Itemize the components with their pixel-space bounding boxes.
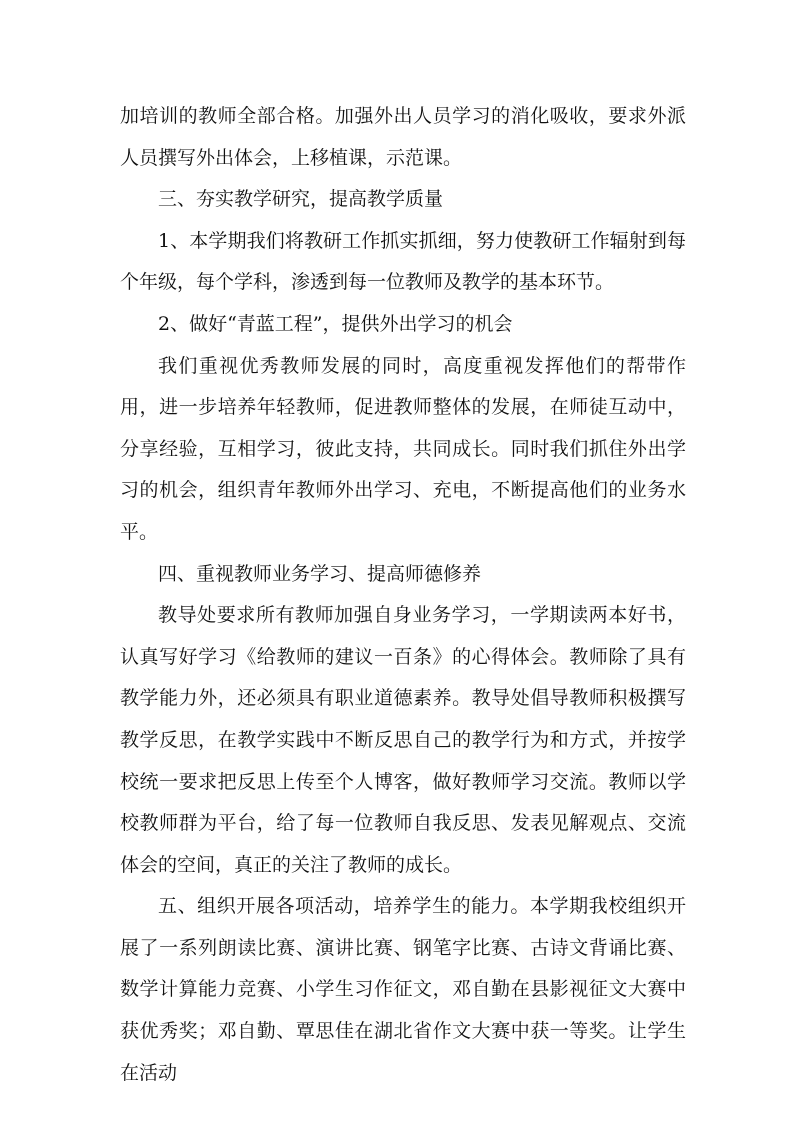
paragraph-3-1: 1、本学期我们将教研工作抓实抓细，努力使教研工作辐射到每个年级，每个学科，渗透到每一位教师及教学的基本环节。 <box>120 229 686 294</box>
section-heading-3: 三、夯实教学研究，提高教学质量 <box>158 188 444 211</box>
paragraph-3-2-body: 我们重视优秀教师发展的同时，高度重视发挥他们的帮带作用，进一步培养年轻教师，促进教师整体的发展，在师徒互动中，分享经验，互相学习，彼此支持，共同成长。同时我们抓住外出学习的机会，组织青年教师外出学习、充电，不断提高他们的业务水平。 <box>120 354 686 543</box>
document-body <box>120 96 686 1094</box>
section-5-paragraph: 五、组织开展各项活动，培养学生的能力。本学期我校组织开展了一系列朗读比赛、演讲比赛、钢笔字比赛、古诗文背诵比赛、数学计算能力竞赛、小学生习作征文，邓自勤在县影视征文大赛中获优秀奖；邓自勤、覃思佳在湖北省作文大赛中获一等奖。让学生在活动 <box>120 895 686 1084</box>
paragraph-4-body: 教导处要求所有教师加强自身业务学习，一学期读两本好书，认真写好学习《给教师的建议一百条》的心得体会。教师除了具有教学能力外，还必须具有职业道德素养。教导处倡导教师积极撰写教学反思，在教学实践中不断反思自己的教学行为和方式，并按学校统一要求把反思上传至个人博客，做好教师学习交流。教师以学校教师群为平台，给了每一位教师自我反思、发表见解观点、交流体会的空间，真正的关注了教师的成长。 <box>120 604 686 876</box>
paragraph-3-2-heading: 2、做好“青蓝工程”，提供外出学习的机会 <box>158 312 513 335</box>
section-heading-4: 四、重视教师业务学习、提高师德修养 <box>158 562 482 585</box>
paragraph-1: 加培训的教师全部合格。加强外出人员学习的消化吸收，要求外派人员撰写外出体会，上移植课，示范课。 <box>120 105 686 169</box>
